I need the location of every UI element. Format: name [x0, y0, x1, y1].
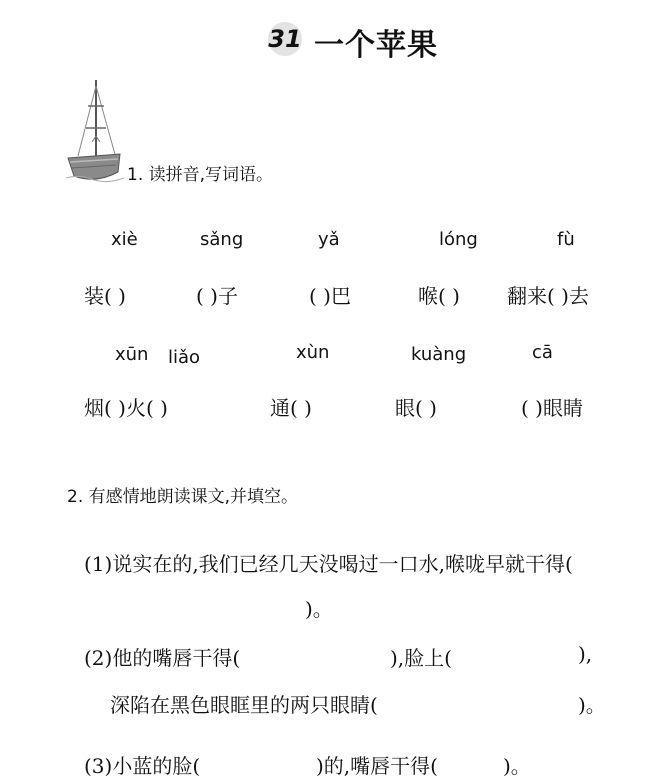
question-2-line-1-a: (2)他的嘴唇干得( — [84, 646, 241, 670]
question-1-line-1: (1)说实在的,我们已经几天没喝过一口水,喉咙早就干得( — [84, 552, 573, 576]
word-blank-6: 烟( )火( ) — [84, 396, 168, 420]
lesson-number: 31 — [268, 22, 302, 56]
question-2-line-1-c: ), — [578, 642, 593, 666]
question-3-line-1-c: )。 — [503, 754, 531, 778]
question-2-line-2-b: )。 — [578, 693, 606, 717]
pinyin-xie: xiè — [111, 229, 138, 250]
pinyin-xun: xūn — [115, 344, 149, 365]
lesson-title: 一个苹果 — [314, 28, 438, 63]
pinyin-xun2: xùn — [296, 342, 330, 363]
pinyin-sang: sǎng — [200, 229, 244, 250]
pinyin-long: lóng — [439, 229, 478, 250]
pinyin-ya: yǎ — [318, 229, 340, 250]
word-blank-7: 通( ) — [270, 396, 312, 420]
question-2-line-1-b: ),脸上( — [390, 646, 452, 670]
word-blank-4: 喉( ) — [418, 284, 460, 308]
word-blank-9: ( )眼睛 — [521, 396, 583, 420]
pinyin-fu: fù — [557, 229, 575, 250]
question-2-line-2-a: 深陷在黑色眼眶里的两只眼睛( — [110, 693, 378, 717]
section2-heading: 2. 有感情地朗读课文,并填空。 — [67, 487, 299, 507]
section1-heading: 1. 读拼音,写词语。 — [127, 165, 274, 185]
word-blank-1: 装( ) — [84, 284, 126, 308]
pinyin-kuang: kuàng — [411, 344, 467, 365]
question-3-line-1-a: (3)小蓝的脸( — [84, 754, 201, 778]
pinyin-liao: liǎo — [168, 347, 201, 368]
word-blank-5: 翻来( )去 — [507, 284, 589, 308]
pinyin-ca: cā — [532, 342, 553, 363]
question-3-line-1-b: )的,嘴唇干得( — [316, 754, 438, 778]
word-blank-2: ( )子 — [196, 284, 238, 308]
word-blank-8: 眼( ) — [395, 396, 437, 420]
sailing-ship-icon — [66, 76, 124, 188]
question-1-line-2: )。 — [305, 597, 333, 621]
word-blank-3: ( )巴 — [309, 284, 351, 308]
